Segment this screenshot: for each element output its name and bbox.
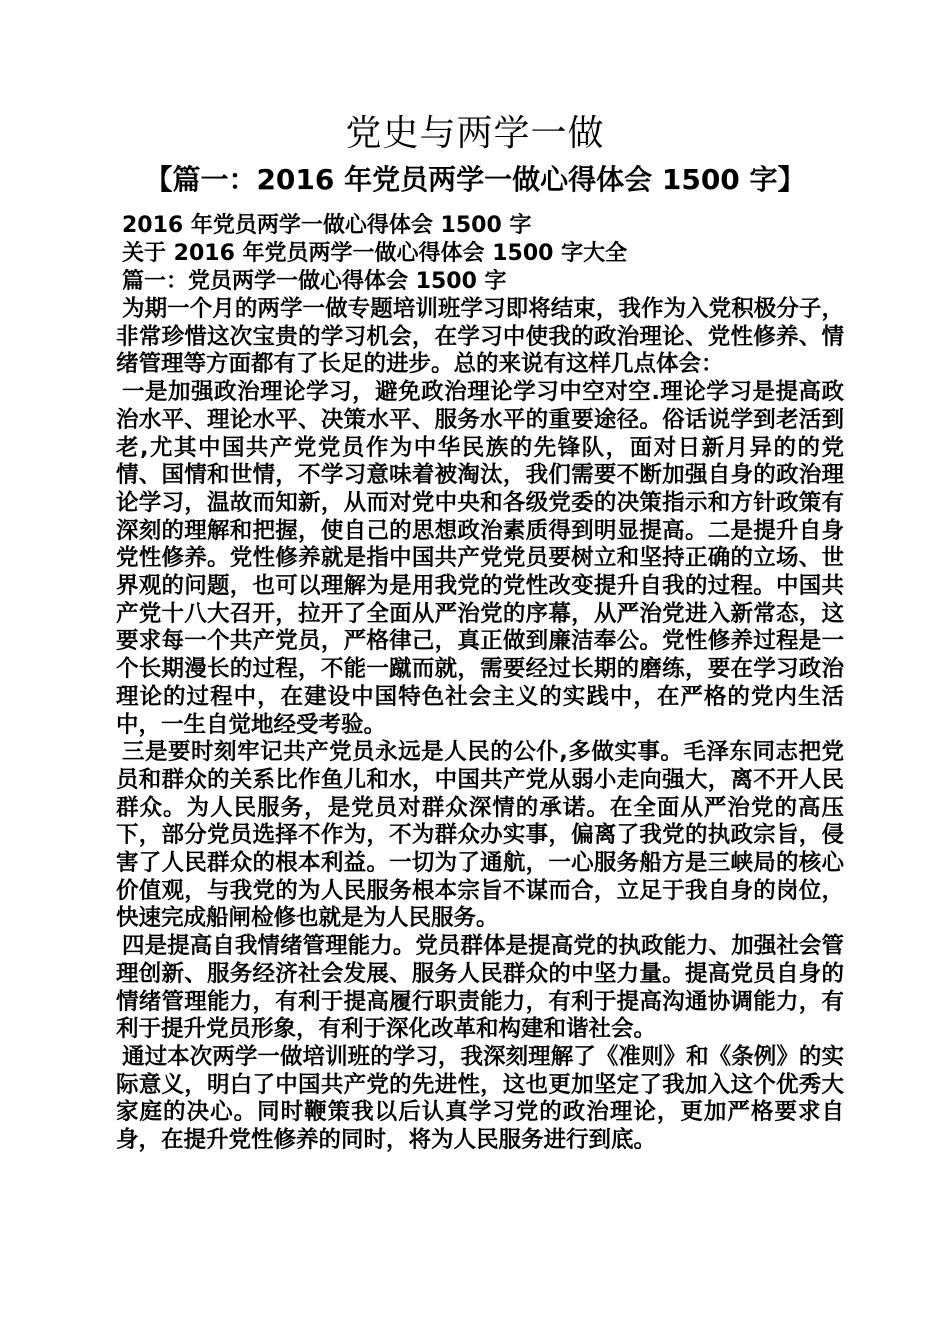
- body-paragraph: 为期一个月的两学一做专题培训班学习即将结束，我作为入党积极分子，非常珍惜这次宝贵的学习机会，在学习中使我的政治理论、党性修养、情绪管理等方面都有了长足的进步。总的来说有这样几点体会：: [116, 296, 844, 378]
- document-title: 党史与两学一做: [345, 113, 605, 154]
- body-paragraph: 四是提高自我情绪管理能力。党员群体是提高党的执政能力、加强社会管理创新、服务经济社会发展、服务人民群众的中坚力量。提高党员自身的情绪管理能力，有利于提高履行职责能力，有利于提高沟通协调能力，有利于提升党员形象，有利于深化改革和构建和谐社会。: [116, 933, 844, 1043]
- heading-line: 篇一：党员两学一做心得体会 1500 字: [122, 269, 507, 294]
- body-paragraph: 通过本次两学一做培训班的学习，我深刻理解了《准则》和《条例》的实际意义，明白了中国共产党的先进性，这也更加坚定了我加入这个优秀大家庭的决心。同时鞭策我以后认真学习党的政治理论，更加严格要求自身，在提升党性修养的同时，将为人民服务进行到底。: [116, 1043, 844, 1154]
- document-body: [116, 212, 844, 1155]
- document-subtitle: 【篇一：2016 年党员两学一做心得体会 1500 字】: [144, 163, 806, 196]
- body-paragraph: 一是加强政治理论学习，避免政治理论学习中空对空.理论学习是提高政治水平、理论水平、决策水平、服务水平的重要途径。俗话说学到老活到老,尤其中国共产党党员作为中华民族的先锋队，面对日新月异的的党情、国情和世情，不学习意味着被淘汰，我们需要不断加强自身的政治理论学习，温故而知新，从而对党中央和各级党委的决策指示和方针政策有深刻的理解和把握，使自己的思想政治素质得到明显提高。二是提升自身党性修养。党性修养就是指中国共产党党员要树立和坚持正确的立场、世界观的问题，也可以理解为是用我党的党性改变提升自我的过程。中国共产党十八大召开，拉开了全面从严治党的序幕，从严治党进入新常态，这要求每一个共产党员，严格律己，真正做到廉洁奉公。党性修养过程是一个长期漫长的过程，不能一蹴而就，需要经过长期的磨练，要在学习政治理论的过程中，在建设中国特色社会主义的实践中，在严格的党内生活中，一生自觉地经受考验。: [116, 379, 844, 738]
- heading-line: 关于 2016 年党员两学一做心得体会 1500 字大全: [122, 241, 628, 266]
- heading-line: 2016 年党员两学一做心得体会 1500 字: [122, 213, 532, 238]
- body-paragraph: 三是要时刻牢记共产党员永远是人民的公仆,多做实事。毛泽东同志把党员和群众的关系比作鱼儿和水，中国共产党从弱小走向强大，离不开人民群众。为人民服务，是党员对群众深情的承诺。在全面从严治党的高压下，部分党员选择不作为，不为群众办实事，偏离了我党的执政宗旨，侵害了人民群众的根本利益。一切为了通航，一心服务船方是三峡局的核心价值观，与我党的为人民服务根本宗旨不谋而合，立足于我自身的岗位，快速完成船闸检修也就是为人民服务。: [116, 739, 844, 932]
